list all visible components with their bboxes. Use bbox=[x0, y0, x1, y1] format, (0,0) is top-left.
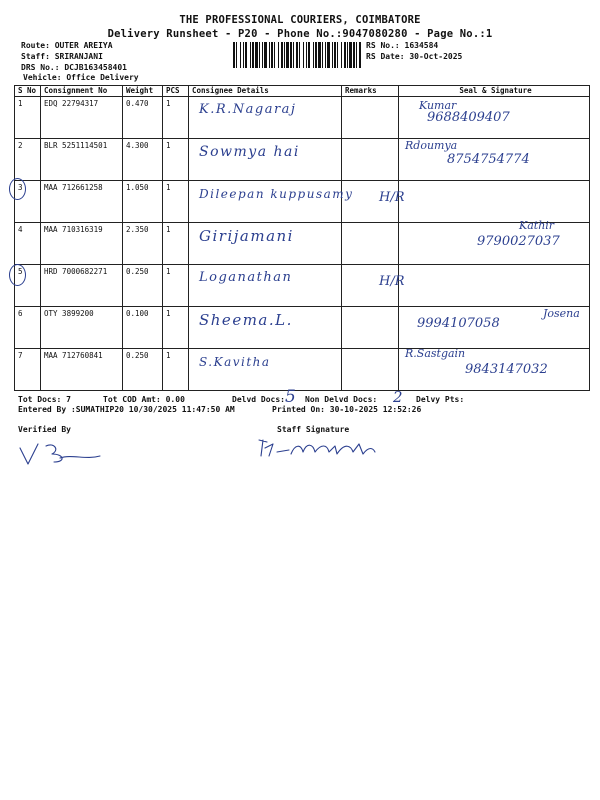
recipient-name-handwritten: Kumar bbox=[419, 99, 457, 112]
rs-number: RS No.: 1634584 bbox=[366, 41, 439, 50]
verifier-signature bbox=[16, 440, 106, 470]
column-header: S No bbox=[15, 86, 41, 97]
serial-number-cell: 7 bbox=[15, 349, 41, 391]
recipient-phone-handwritten: 9843147032 bbox=[465, 362, 548, 377]
pieces-cell: 1 bbox=[163, 97, 189, 139]
consignee-name-handwritten: Sheema.L. bbox=[199, 311, 293, 329]
recipient-phone-handwritten: 9994107058 bbox=[417, 316, 500, 331]
table-row bbox=[15, 223, 590, 265]
serial-number-cell: 6 bbox=[15, 307, 41, 349]
route-label: Route: OUTER AREIYA bbox=[21, 41, 113, 50]
consignee-cell bbox=[189, 139, 342, 181]
weight-cell: 0.100 bbox=[123, 307, 163, 349]
column-header: Weight bbox=[123, 86, 163, 97]
column-header: Consignment No bbox=[41, 86, 123, 97]
seal-signature-cell bbox=[399, 97, 590, 139]
consignee-cell bbox=[189, 265, 342, 307]
total-docs: Tot Docs: 7 bbox=[18, 395, 71, 404]
pieces-cell: 1 bbox=[163, 139, 189, 181]
seal-signature-cell bbox=[399, 307, 590, 349]
rs-date: RS Date: 30-Oct-2025 bbox=[366, 52, 463, 61]
weight-cell: 1.050 bbox=[123, 181, 163, 223]
pieces-cell: 1 bbox=[163, 181, 189, 223]
runsheet-subtitle: Delivery Runsheet - P20 - Phone No.:9047080280 - Page No.:1 bbox=[107, 28, 493, 40]
weight-cell: 2.350 bbox=[123, 223, 163, 265]
consignment-number-cell: EDQ 22794317 bbox=[41, 97, 123, 139]
weight-cell: 0.470 bbox=[123, 97, 163, 139]
column-header: PCS bbox=[163, 86, 189, 97]
pieces-cell: 1 bbox=[163, 349, 189, 391]
consignee-cell bbox=[189, 223, 342, 265]
remarks-cell bbox=[342, 223, 399, 265]
table-row bbox=[15, 349, 590, 391]
remarks-cell bbox=[342, 139, 399, 181]
recipient-phone-handwritten: 9790027037 bbox=[477, 234, 560, 249]
recipient-phone-handwritten: 9688409407 bbox=[427, 110, 510, 125]
table-row bbox=[15, 97, 590, 139]
table-row bbox=[15, 265, 590, 307]
runsheet-table bbox=[14, 85, 590, 391]
seal-signature-cell bbox=[399, 349, 590, 391]
staff-signature bbox=[255, 434, 385, 460]
serial-number-cell: 2 bbox=[15, 139, 41, 181]
delivery-note-handwritten: H/R bbox=[379, 274, 405, 289]
row-circle-mark bbox=[9, 178, 26, 200]
non-delivered-docs-handwritten: 2 bbox=[393, 388, 403, 406]
consignment-number-cell: MAA 712661258 bbox=[41, 181, 123, 223]
consignee-cell bbox=[189, 307, 342, 349]
total-cod-amount: Tot COD Amt: 0.00 bbox=[103, 395, 185, 404]
table-row bbox=[15, 181, 590, 223]
staff-signature-label: Staff Signature bbox=[277, 425, 350, 434]
remarks-cell bbox=[342, 349, 399, 391]
consignee-cell bbox=[189, 97, 342, 139]
vehicle-label: Vehicle: Office Delivery bbox=[23, 73, 139, 82]
serial-number-cell: 5 bbox=[15, 265, 41, 307]
column-header: Consignee Details bbox=[189, 86, 342, 97]
pieces-cell: 1 bbox=[163, 265, 189, 307]
delivery-note-handwritten: H/R bbox=[379, 190, 405, 205]
seal-signature-cell bbox=[379, 265, 590, 307]
consignee-name-handwritten: Girijamani bbox=[199, 227, 294, 245]
delivered-docs-handwritten: 5 bbox=[285, 387, 296, 407]
consignment-number-cell: MAA 712760841 bbox=[41, 349, 123, 391]
delivered-docs-label: Delvd Docs: bbox=[232, 395, 285, 404]
serial-number-cell: 4 bbox=[15, 223, 41, 265]
consignee-name-handwritten: S.Kavitha bbox=[199, 355, 271, 369]
company-title: THE PROFESSIONAL COURIERS, COIMBATORE bbox=[179, 14, 421, 26]
seal-signature-cell bbox=[379, 181, 590, 223]
recipient-name-handwritten: Josena bbox=[543, 307, 580, 320]
consignment-number-cell: HRD 7000682271 bbox=[41, 265, 123, 307]
consignee-name-handwritten: Loganathan bbox=[199, 270, 293, 285]
barcode bbox=[233, 42, 361, 68]
printed-on: Printed On: 30-10-2025 12:52:26 bbox=[272, 405, 422, 414]
drs-number: DRS No.: DCJB163458401 bbox=[21, 63, 127, 72]
table-row bbox=[15, 139, 590, 181]
table-header-row bbox=[15, 86, 590, 97]
verified-by-label: Verified By bbox=[18, 425, 71, 434]
consignment-number-cell: OTY 3899200 bbox=[41, 307, 123, 349]
remarks-cell bbox=[342, 97, 399, 139]
consignee-name-handwritten: Dileepan kuppusamy bbox=[199, 187, 354, 201]
weight-cell: 4.300 bbox=[123, 139, 163, 181]
serial-number-cell: 1 bbox=[15, 97, 41, 139]
recipient-name-handwritten: Kathir bbox=[519, 219, 555, 232]
consignee-name-handwritten: K.R.Nagaraj bbox=[199, 102, 297, 117]
recipient-name-handwritten: R.Sastgain bbox=[405, 347, 466, 360]
consignment-number-cell: BLR 5251114501 bbox=[41, 139, 123, 181]
column-header: Seal & Signature bbox=[399, 86, 590, 97]
entered-by: Entered By :SUMATHIP20 10/30/2025 11:47:50 AM bbox=[18, 405, 235, 414]
consignment-number-cell: MAA 710316319 bbox=[41, 223, 123, 265]
consignee-cell bbox=[189, 349, 342, 391]
table-row bbox=[15, 307, 590, 349]
weight-cell: 0.250 bbox=[123, 349, 163, 391]
non-delivered-docs-label: Non Delvd Docs: bbox=[305, 395, 378, 404]
seal-signature-cell bbox=[399, 139, 590, 181]
serial-number-cell: 3 bbox=[15, 181, 41, 223]
pieces-cell: 1 bbox=[163, 223, 189, 265]
consignee-cell bbox=[189, 181, 354, 223]
seal-signature-cell bbox=[399, 219, 590, 265]
recipient-phone-handwritten: 8754754774 bbox=[447, 152, 530, 167]
consignee-name-handwritten: Sowmya hai bbox=[199, 144, 300, 160]
remarks-cell bbox=[342, 307, 399, 349]
weight-cell: 0.250 bbox=[123, 265, 163, 307]
pieces-cell: 1 bbox=[163, 307, 189, 349]
column-header: Remarks bbox=[342, 86, 399, 97]
row-circle-mark bbox=[9, 264, 26, 286]
delivery-points-label: Delvy Pts: bbox=[416, 395, 465, 404]
recipient-name-handwritten: Rdoumya bbox=[405, 139, 458, 152]
staff-label: Staff: SRIRANJANI bbox=[21, 52, 103, 61]
